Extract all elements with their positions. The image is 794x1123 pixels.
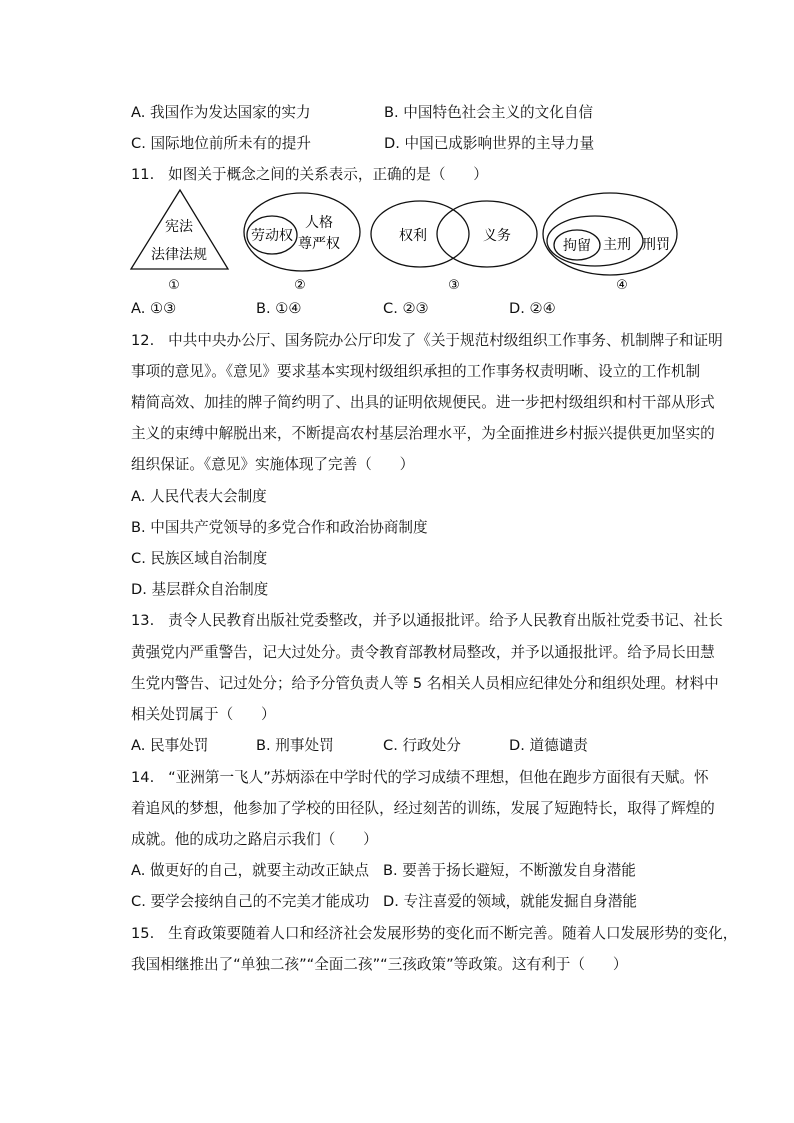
q13-option-d: D. 道德谴责 [509, 737, 588, 754]
q14-stem-line-1: 14. “亚洲第一飞人”苏炳添在中学时代的学习成绩不理想，但他在跑步方面很有天赋。怀 [131, 769, 709, 786]
figure-4-nested [543, 193, 677, 293]
q15-stem-line-2: 我国相继推出了“单独二孩”“全面二孩”“三孩政策”等政策。这有利于（ ） [131, 956, 628, 973]
q12-stem-line-1: 12. 中共中央办公厅、国务院办公厅印发了《关于规范村级组织工作事务、机制牌子和证明 [131, 332, 723, 349]
q12-stem-line-4: 主义的束缚中解脱出来，不断提高农村基层治理水平，为全面推进乡村振兴提供更加坚实的 [131, 425, 715, 442]
q13-option-a: A. 民事处罚 [131, 737, 209, 754]
figure-4-number: ④ [616, 278, 628, 293]
figure-2-nested [244, 193, 360, 293]
q12-stem-line-2: 事项的意见》。《意见》要求基本实现村级组织承担的工作事务权责明晰、设立的工作机制 [131, 363, 701, 380]
q14-stem-line-3: 成就。他的成功之路启示我们（ ） [131, 831, 378, 848]
figure-3-number: ③ [448, 278, 460, 293]
q10-option-b: B. 中国特色社会主义的文化自信 [384, 104, 594, 121]
q12-stem-line-3: 精简高效、加挂的牌子简约明了、出具的证明依规便民。进一步把村级组织和村干部从形式 [131, 394, 715, 411]
q14-option-a: A. 做更好的自己，就要主动改正缺点 [131, 862, 369, 879]
q10-option-d: D. 中国已成影响世界的主导力量 [384, 135, 595, 152]
figure-3-left-label: 权利 [399, 228, 427, 244]
q13-stem-line-4: 相关处罚属于（ ） [131, 706, 276, 723]
figure-3-right-label: 义务 [483, 228, 511, 244]
q14-stem-line-2: 着追风的梦想，他参加了学校的田径队，经过刻苦的训练，发展了短跑特长，取得了辉煌的 [131, 800, 715, 817]
q11-option-b: B. ①④ [256, 300, 302, 317]
figure-4-inner-label: 拘留 [563, 238, 591, 254]
figure-1-number: ① [168, 278, 180, 293]
q14-option-b: B. 要善于扬长避短，不断激发自身潜能 [383, 862, 636, 879]
figure-3-overlap [371, 201, 537, 293]
figure-2-outer-label-2: 尊严权 [298, 236, 340, 252]
q13-stem-line-2: 黄强党内严重警告，记大过处分。责令教育部教材局整改，并予以通报批评。给予局长田慧 [131, 644, 715, 661]
figure-2-inner-label: 劳动权 [251, 228, 293, 244]
q13-option-b: B. 刑事处罚 [256, 737, 334, 754]
figure-1-top-label: 宪法 [165, 219, 193, 235]
figure-4-middle-label: 主刑 [603, 237, 631, 253]
q12-stem-line-5: 组织保证。《意见》实施体现了完善（ ） [131, 456, 415, 473]
q11-stem: 11. 如图关于概念之间的关系表示，正确的是（ ） [131, 166, 488, 183]
q11-option-d: D. ②④ [509, 300, 556, 317]
figure-2-number: ② [294, 278, 306, 293]
figure-1-triangle [131, 190, 228, 293]
q11-option-a: A. ①③ [131, 300, 177, 317]
q13-stem-line-3: 生党内警告、记过处分；给予分管负责人等 5 名相关人员相应纪律处分和组织处理。材料中 [131, 675, 719, 692]
q14-option-d: D. 专注喜爱的领域，就能发掘自身潜能 [383, 893, 638, 910]
q10-option-a: A. 我国作为发达国家的实力 [131, 104, 311, 121]
q11-concept-figures [0, 186, 794, 296]
q10-option-c: C. 国际地位前所未有的提升 [131, 135, 312, 152]
q13-option-c: C. 行政处分 [383, 737, 461, 754]
q11-option-c: C. ②③ [383, 300, 429, 317]
q15-stem-line-1: 15. 生育政策要随着人口和经济社会发展形势的变化而不断完善。随着人口发展形势的变化， [131, 925, 738, 942]
q12-option-d: D. 基层群众自治制度 [131, 581, 269, 598]
figure-1-bottom-label: 法律法规 [151, 247, 207, 263]
figure-2-outer-label-1: 人格 [305, 215, 333, 231]
q12-option-a: A. 人民代表大会制度 [131, 488, 267, 505]
q14-option-c: C. 要学会接纳自己的不完美才能成功 [131, 893, 370, 910]
q13-stem-line-1: 13. 责令人民教育出版社党委整改，并予以通报批评。给予人民教育出版社党委书记、社长 [131, 612, 723, 629]
q12-option-b: B. 中国共产党领导的多党合作和政治协商制度 [131, 519, 428, 536]
q12-option-c: C. 民族区域自治制度 [131, 550, 268, 567]
figure-4-outer-label: 刑罚 [642, 237, 670, 253]
